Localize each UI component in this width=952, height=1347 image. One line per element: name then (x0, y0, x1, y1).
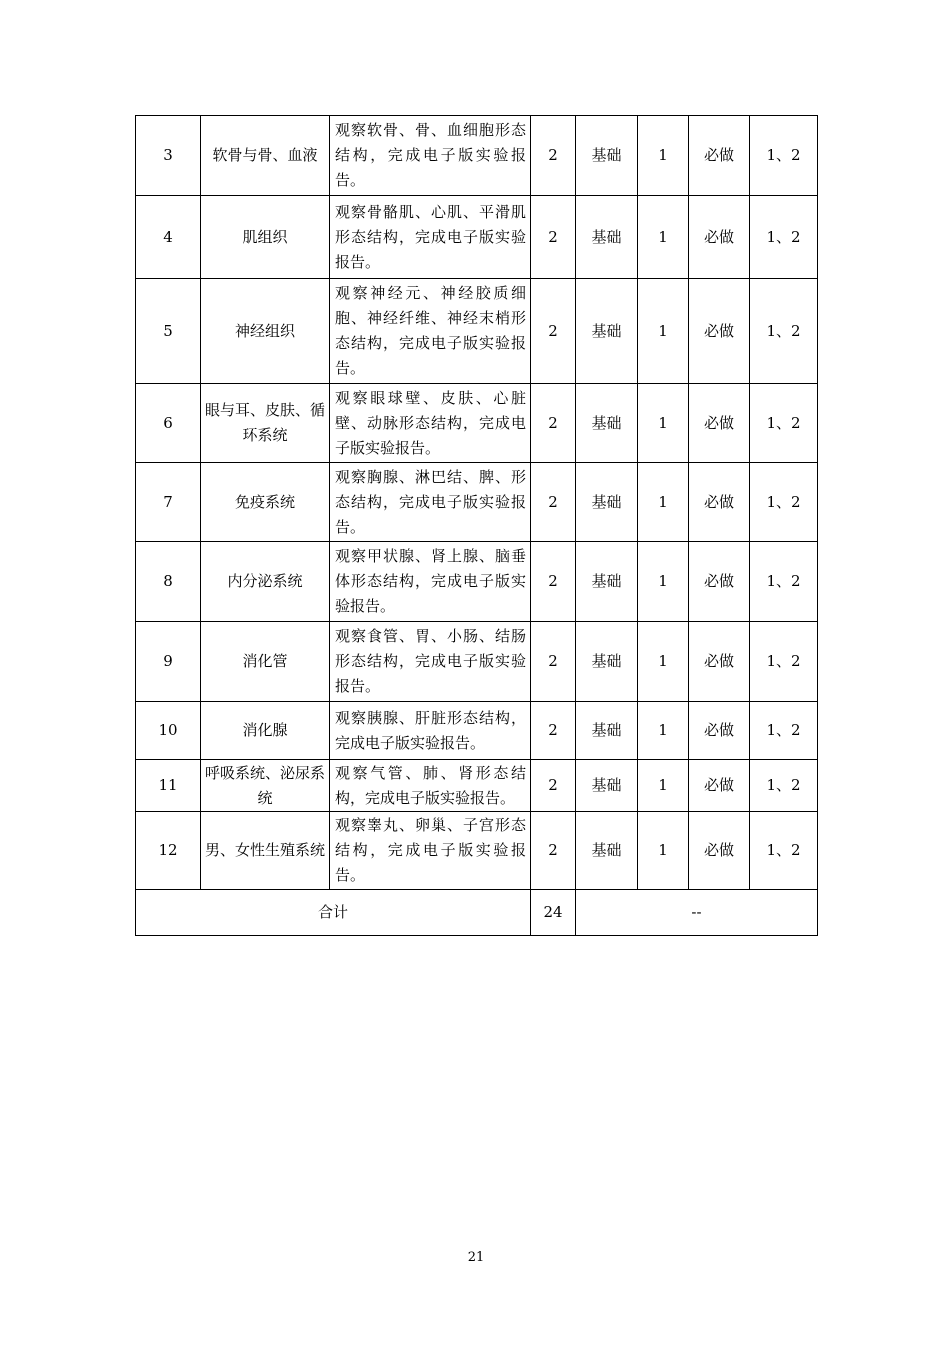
experiment-content: 观察食管、胃、小肠、结肠形态结构，完成电子版实验报告。 (330, 622, 531, 702)
experiment-table (135, 115, 818, 936)
experiment-content: 观察眼球壁、皮肤、心脏壁、动脉形态结构，完成电子版实验报告。 (330, 384, 531, 463)
class-hours: 2 (531, 279, 576, 384)
reference: 1、2 (750, 702, 818, 760)
experiment-type: 基础 (576, 622, 638, 702)
class-hours: 2 (531, 760, 576, 812)
reference: 1、2 (750, 622, 818, 702)
class-hours: 2 (531, 196, 576, 279)
group-size: 1 (638, 622, 689, 702)
experiment-name: 消化腺 (201, 702, 330, 760)
row-number: 10 (136, 702, 201, 760)
row-number: 8 (136, 542, 201, 622)
reference: 1、2 (750, 542, 818, 622)
page-number: 21 (467, 1250, 485, 1265)
group-size: 1 (638, 542, 689, 622)
table-row (136, 279, 818, 384)
experiment-name: 男、女性生殖系统 (201, 812, 330, 890)
reference: 1、2 (750, 279, 818, 384)
requirement: 必做 (689, 542, 750, 622)
row-number: 7 (136, 463, 201, 542)
row-number: 6 (136, 384, 201, 463)
requirement: 必做 (689, 463, 750, 542)
row-number: 3 (136, 116, 201, 196)
experiment-type: 基础 (576, 702, 638, 760)
group-size: 1 (638, 116, 689, 196)
total-row (136, 890, 818, 936)
reference: 1、2 (750, 384, 818, 463)
experiment-name: 呼吸系统、泌尿系统 (201, 760, 330, 812)
table-row (136, 463, 818, 542)
experiment-type: 基础 (576, 542, 638, 622)
experiment-name: 眼与耳、皮肤、循环系统 (201, 384, 330, 463)
table-row (136, 196, 818, 279)
table-row (136, 622, 818, 702)
reference: 1、2 (750, 116, 818, 196)
table-row (136, 116, 818, 196)
total-hours: 24 (531, 890, 576, 936)
experiment-name: 内分泌系统 (201, 542, 330, 622)
group-size: 1 (638, 702, 689, 760)
experiment-name: 神经组织 (201, 279, 330, 384)
experiment-content: 观察气管、肺、肾形态结构，完成电子版实验报告。 (330, 760, 531, 812)
requirement: 必做 (689, 116, 750, 196)
table-row (136, 542, 818, 622)
experiment-content: 观察睾丸、卵巢、子宫形态结构，完成电子版实验报告。 (330, 812, 531, 890)
total-label: 合计 (136, 890, 531, 936)
experiment-type: 基础 (576, 760, 638, 812)
reference: 1、2 (750, 760, 818, 812)
experiment-type: 基础 (576, 116, 638, 196)
table-row (136, 812, 818, 890)
class-hours: 2 (531, 116, 576, 196)
experiment-name: 消化管 (201, 622, 330, 702)
class-hours: 2 (531, 542, 576, 622)
group-size: 1 (638, 812, 689, 890)
experiment-content: 观察甲状腺、肾上腺、脑垂体形态结构，完成电子版实验报告。 (330, 542, 531, 622)
class-hours: 2 (531, 622, 576, 702)
row-number: 12 (136, 812, 201, 890)
experiment-content: 观察软骨、骨、血细胞形态结构，完成电子版实验报告。 (330, 116, 531, 196)
class-hours: 2 (531, 384, 576, 463)
row-number: 4 (136, 196, 201, 279)
experiment-type: 基础 (576, 196, 638, 279)
experiment-content: 观察神经元、神经胶质细胞、神经纤维、神经末梢形态结构，完成电子版实验报告。 (330, 279, 531, 384)
requirement: 必做 (689, 760, 750, 812)
experiment-content: 观察胸腺、淋巴结、脾、形态结构，完成电子版实验报告。 (330, 463, 531, 542)
class-hours: 2 (531, 463, 576, 542)
reference: 1、2 (750, 463, 818, 542)
table-row (136, 760, 818, 812)
requirement: 必做 (689, 384, 750, 463)
requirement: 必做 (689, 812, 750, 890)
total-rest: -- (576, 890, 818, 936)
group-size: 1 (638, 279, 689, 384)
class-hours: 2 (531, 812, 576, 890)
experiment-type: 基础 (576, 384, 638, 463)
experiment-name: 免疫系统 (201, 463, 330, 542)
experiment-content: 观察胰腺、肝脏形态结构，完成电子版实验报告。 (330, 702, 531, 760)
group-size: 1 (638, 384, 689, 463)
group-size: 1 (638, 196, 689, 279)
experiment-type: 基础 (576, 812, 638, 890)
row-number: 5 (136, 279, 201, 384)
requirement: 必做 (689, 702, 750, 760)
experiment-type: 基础 (576, 279, 638, 384)
class-hours: 2 (531, 702, 576, 760)
requirement: 必做 (689, 279, 750, 384)
experiment-type: 基础 (576, 463, 638, 542)
group-size: 1 (638, 463, 689, 542)
group-size: 1 (638, 760, 689, 812)
row-number: 9 (136, 622, 201, 702)
reference: 1、2 (750, 196, 818, 279)
row-number: 11 (136, 760, 201, 812)
requirement: 必做 (689, 622, 750, 702)
experiment-content: 观察骨骼肌、心肌、平滑肌形态结构，完成电子版实验报告。 (330, 196, 531, 279)
reference: 1、2 (750, 812, 818, 890)
experiment-name: 肌组织 (201, 196, 330, 279)
experiment-name: 软骨与骨、血液 (201, 116, 330, 196)
table-row (136, 702, 818, 760)
table-row (136, 384, 818, 463)
requirement: 必做 (689, 196, 750, 279)
